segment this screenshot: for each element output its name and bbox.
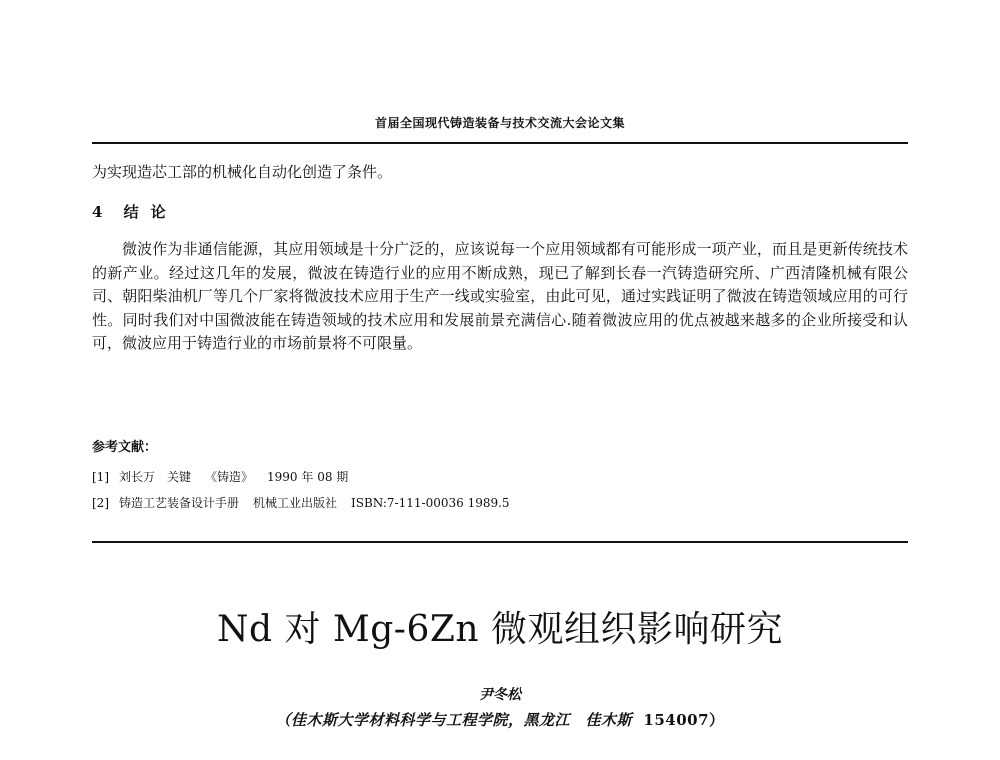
affiliation-postcode: 154007）: [643, 711, 725, 729]
affiliation-text: （佳木斯大学材料科学与工程学院，黑龙江 佳木斯: [275, 711, 632, 729]
reference-date: ISBN:7-111-00036 1989.5: [351, 496, 510, 510]
paper-author: 尹冬松: [479, 687, 521, 703]
reference-number: [1]: [92, 470, 109, 484]
section-title: 结论: [123, 203, 178, 221]
section-divider-rule: [92, 541, 908, 543]
section-heading: [92, 201, 908, 222]
reference-authors: 刘长万 关键: [119, 470, 192, 484]
continuation-text: 为实现造芯工部的机械化自动化创造了条件。: [92, 163, 393, 181]
reference-date: 1990 年 08 期: [267, 470, 349, 484]
reference-list: [92, 464, 908, 516]
paper-title: Nd 对 Mg-6Zn 微观组织影响研究: [216, 609, 784, 650]
running-header: 首届全国现代铸造装备与技术交流大会论文集: [374, 116, 625, 130]
reference-item: [92, 464, 908, 490]
conclusion-paragraph: 微波作为非通信能源，其应用领域是十分广泛的，应该说每一个应用领域都有可能形成一项产业，而且是更新传统技术的新产业。经过这几年的发展，微波在铸造行业的应用不断成熟，现已了解到长春一汽铸造研究所、广西清隆机械有限公司、朝阳柴油机厂等几个厂家将微波技术应用于生产一线或实验室，由此可见，通过实践证明了微波在铸造领域应用的可行性。同时我们对中国微波能在铸造领域的技术应用和发展前景充满信心.随着微波应用的优点被越来越多的企业所接受和认可，微波应用于铸造行业的市场前景将不可限量。: [92, 240, 908, 353]
header-rule: [92, 142, 908, 144]
paper-affiliation: [0, 709, 1000, 730]
section-number: 4: [92, 203, 105, 221]
reference-item: [92, 490, 908, 516]
reference-source: 《铸造》: [205, 470, 254, 484]
reference-source: 机械工业出版社: [253, 496, 338, 510]
references-heading: 参考文献：: [92, 440, 158, 455]
reference-number: [2]: [92, 496, 109, 510]
reference-authors: 铸造工艺装备设计手册: [119, 496, 240, 510]
